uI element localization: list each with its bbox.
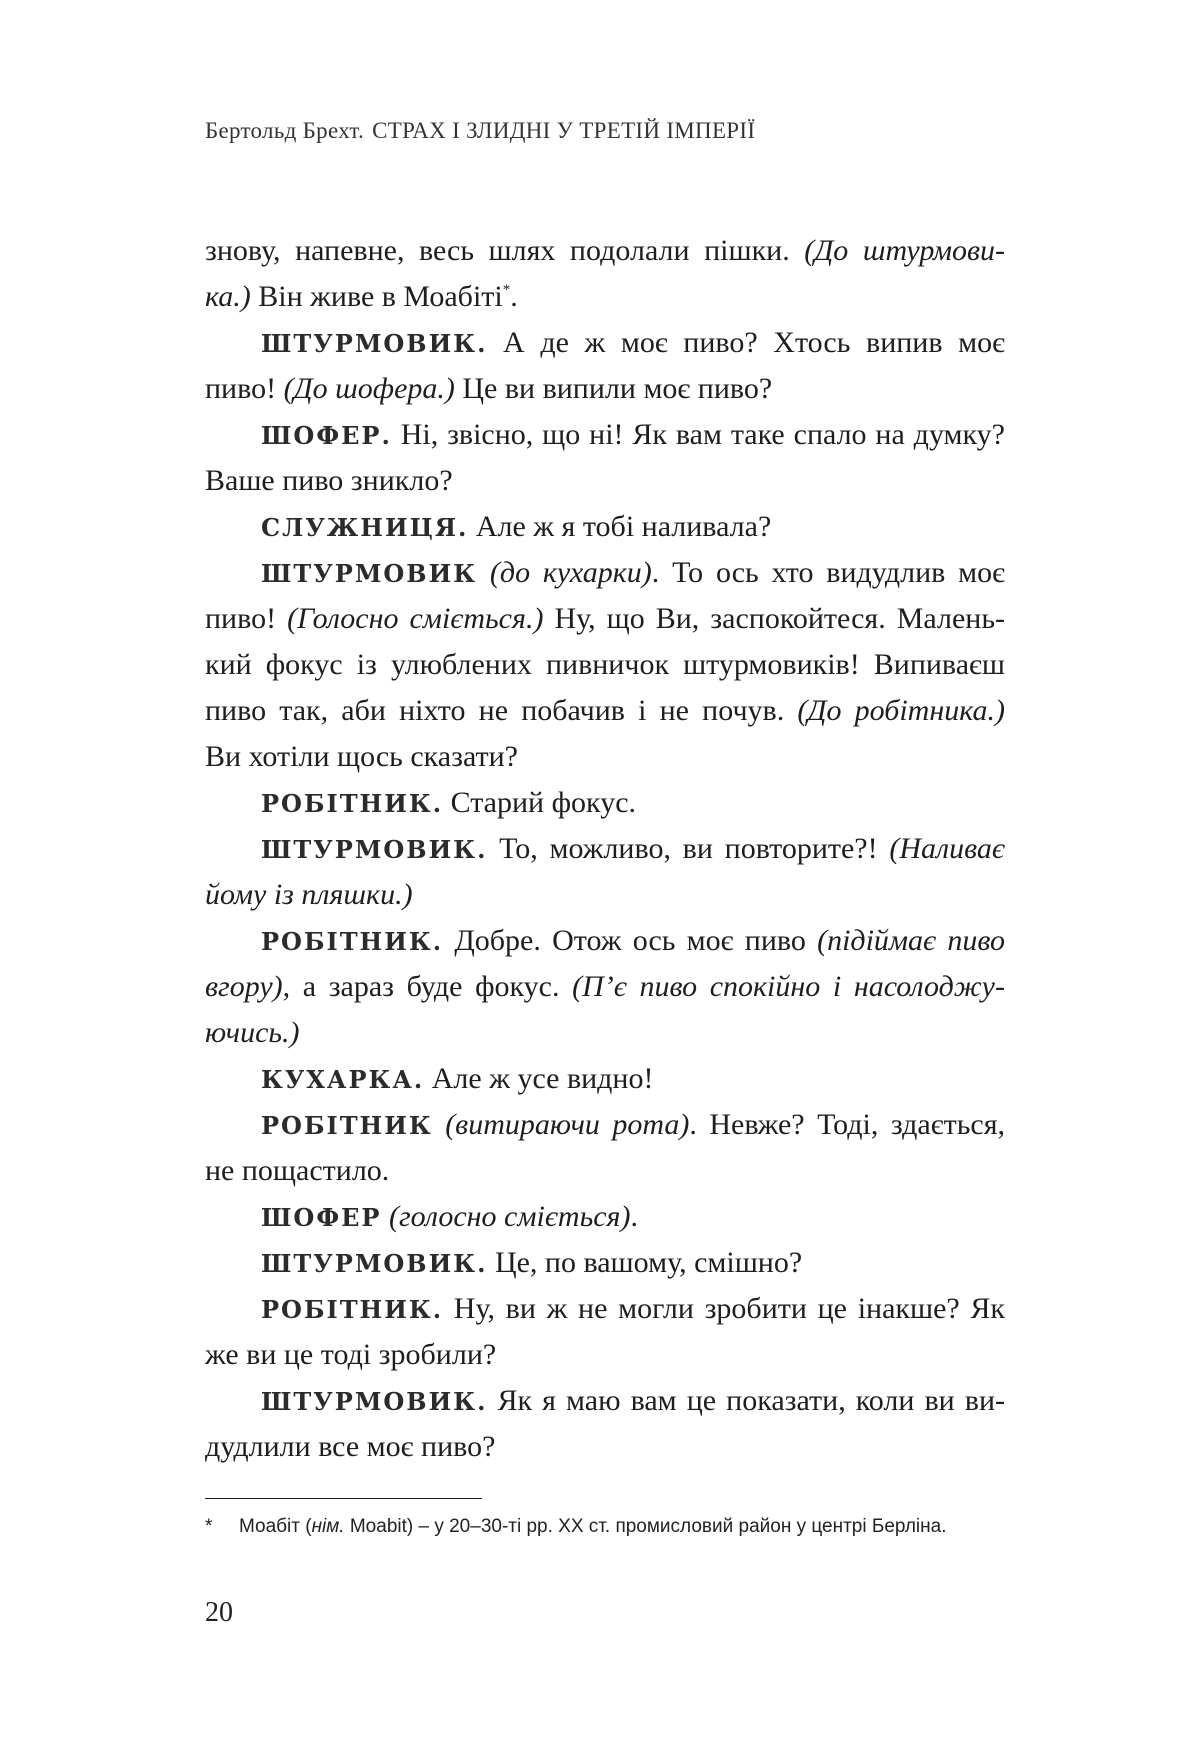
- speaker-name: ШОФЕР.: [261, 421, 392, 450]
- speaker-name: СЛУЖНИЦЯ.: [261, 513, 469, 542]
- text-line: [205, 1194, 1005, 1240]
- text-line: [205, 1378, 1005, 1424]
- stage-direction: (витираючи рота): [432, 1108, 690, 1141]
- line-text: кий фокус із улюблених пивничок штурмовиків! Випиваєш: [205, 648, 1005, 681]
- text-line: [205, 1148, 1005, 1194]
- speaker-name: ШОФЕР: [261, 1203, 382, 1232]
- speaker-name: ШТУРМОВИК.: [261, 1249, 488, 1278]
- line-text: Це, по вашому, смішно?: [487, 1246, 803, 1279]
- line-text: Ваше пиво зникло?: [205, 464, 453, 497]
- footnote-text: Moabit) – у 20–30-ті рр. XX ст. промисловий район у центрі Берліна.: [344, 1516, 947, 1537]
- line-text: же ви це тоді зробили?: [205, 1338, 497, 1371]
- text-line: [205, 918, 1005, 964]
- text-line: [205, 274, 1005, 320]
- text-line: [205, 1056, 1005, 1102]
- footnote-mark: *: [205, 1516, 213, 1537]
- text-line: [205, 412, 1005, 458]
- running-header: [205, 118, 755, 144]
- speaker-name: ШТУРМОВИК: [261, 559, 478, 588]
- line-text: То, можливо, ви повторите?!: [487, 832, 890, 865]
- text-line: [205, 366, 1005, 412]
- text-line: [205, 872, 1005, 918]
- stage-direction: (до кухарки): [477, 556, 652, 589]
- text-line: [205, 734, 1005, 780]
- speaker-name: РОБІТНИК.: [261, 789, 444, 818]
- text-line: [205, 1240, 1005, 1286]
- line-text: Але ж усе видно!: [424, 1062, 654, 1095]
- text-line: [205, 596, 1005, 642]
- text-line: [205, 1332, 1005, 1378]
- line-text: Ну, що Ви, заспокойтеся. Малень-: [543, 602, 1005, 635]
- footnote: [205, 1516, 946, 1538]
- text-line: [205, 1424, 1005, 1470]
- line-text: Добре. Отож ось моє пиво: [443, 924, 818, 957]
- text-line: [205, 964, 1005, 1010]
- speaker-name: КУХАРКА.: [261, 1065, 425, 1094]
- line-text: Але ж я тобі наливала?: [468, 510, 772, 543]
- speaker-name: ШТУРМОВИК.: [261, 329, 488, 358]
- line-text: Ви хотіли щось сказати?: [205, 740, 518, 773]
- line-text: Старий фокус.: [443, 786, 637, 819]
- text-line: [205, 504, 1005, 550]
- text-line: [205, 228, 1005, 274]
- line-text: .: [510, 280, 518, 313]
- line-text: знову, напевне, весь шлях подолали пішки.: [205, 234, 805, 267]
- text-line: [205, 320, 1005, 366]
- stage-direction: (До робітника.): [797, 694, 1005, 727]
- stage-direction: (Голосно сміється.): [287, 602, 544, 635]
- stage-direction: ючись.): [205, 1016, 300, 1049]
- text-line: [205, 780, 1005, 826]
- stage-direction: (До шофера.): [283, 372, 455, 405]
- play-text: [205, 228, 1005, 1470]
- text-line: [205, 642, 1005, 688]
- header-title: СТРАХ І ЗЛИДНІ У ТРЕТІЙ ІМПЕРІЇ: [372, 118, 756, 143]
- line-text: . То ось хто видудлив моє: [651, 556, 1005, 589]
- text-line: [205, 1010, 1005, 1056]
- speaker-name: РОБІТНИК: [261, 1111, 433, 1140]
- line-text: А де ж моє пиво? Хтось випив моє: [487, 326, 1005, 359]
- line-text: Це ви випили моє пиво?: [454, 372, 773, 405]
- text-line: [205, 458, 1005, 504]
- line-text: Він живе в Моабіті: [250, 280, 503, 313]
- line-text: Як я маю вам це показати, коли ви ви-: [487, 1384, 1005, 1417]
- text-line: [205, 550, 1005, 596]
- header-author: Бертольд Брехт.: [205, 118, 365, 143]
- text-line: [205, 826, 1005, 872]
- line-text: пиво так, аби ніхто не побачив і не почув.: [205, 694, 798, 727]
- text-line: [205, 1286, 1005, 1332]
- line-text: , а зараз буде фокус.: [282, 970, 573, 1003]
- text-line: [205, 688, 1005, 734]
- stage-direction: йому із пляшки.): [205, 878, 413, 911]
- speaker-name: ШТУРМОВИК.: [261, 1387, 488, 1416]
- footnote-marker: *: [502, 282, 511, 298]
- speaker-name: ШТУРМОВИК.: [261, 835, 488, 864]
- line-text: пиво!: [205, 602, 288, 635]
- line-text: дудлили все моє пиво?: [205, 1430, 496, 1463]
- speaker-name: РОБІТНИК.: [261, 1295, 444, 1324]
- stage-direction: (П’є пиво спокійно і насолоджу-: [572, 970, 1005, 1003]
- stage-direction: (Наливає: [889, 832, 1005, 865]
- line-text: пиво!: [205, 372, 284, 405]
- stage-direction: (До штурмови-: [804, 234, 1005, 267]
- line-text: Ні, звісно, що ні! Як вам таке спало на думку?: [391, 418, 1005, 451]
- line-text: . Невже? Тоді, здається,: [689, 1108, 1005, 1141]
- speaker-name: РОБІТНИК.: [261, 927, 444, 956]
- page-number: 20: [205, 1597, 233, 1628]
- text-line: [205, 1102, 1005, 1148]
- stage-direction: ка.): [205, 280, 251, 313]
- footnote-text: Моабіт (: [239, 1516, 312, 1537]
- line-text: .: [630, 1200, 638, 1233]
- line-text: не пощастило.: [205, 1154, 390, 1187]
- footnote-divider: [205, 1498, 482, 1499]
- footnote-abbrev: нім.: [311, 1516, 345, 1537]
- stage-direction: вгору): [205, 970, 283, 1003]
- stage-direction: (голосно сміється): [381, 1200, 631, 1233]
- line-text: Ну, ви ж не могли зробити це інакше? Як: [443, 1292, 1005, 1325]
- stage-direction: (підіймає пиво: [817, 924, 1005, 957]
